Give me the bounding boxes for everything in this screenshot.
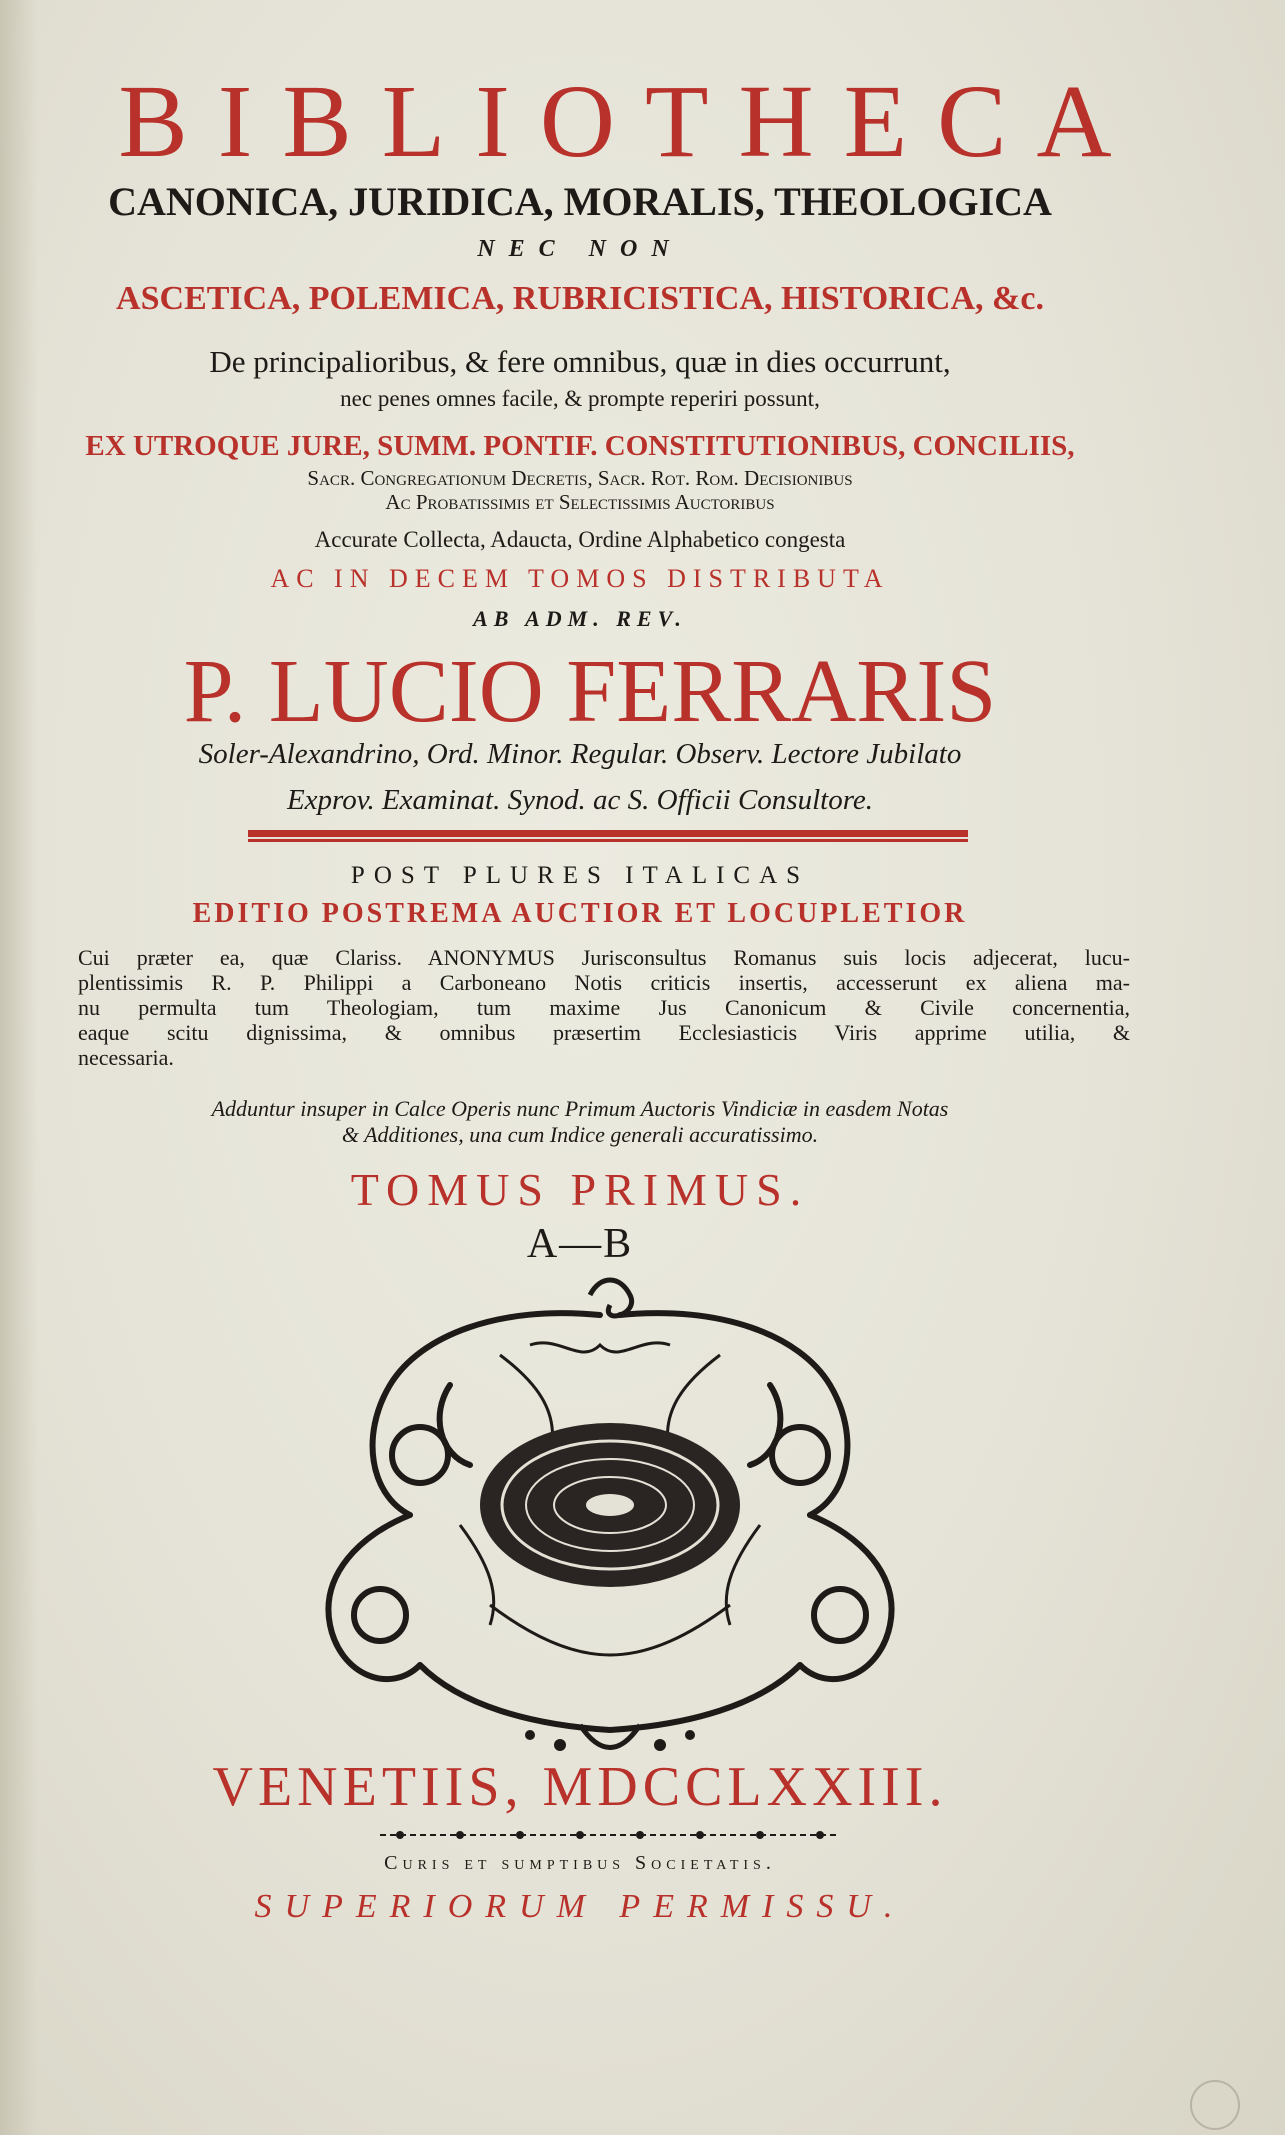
sources-line-3: Ac Probatissimis et Selectissimis Auctoribus — [385, 490, 775, 514]
printer-ornament-cartouche — [300, 1275, 920, 1760]
paragraph-line: plentissimis R. P. Philippi a Carboneano Notis criticis insertis, accesserunt ex aliena ma- — [78, 970, 1130, 995]
adduntur-line-2: & Additiones, una cum Indice generali accuratissimo. — [341, 1122, 819, 1147]
author-name: P. LUCIO FERRARIS — [183, 642, 997, 741]
place-and-date: VENETIIS, MDCCLXXIII. — [212, 1756, 948, 1818]
collected-line: Accurate Collecta, Adaucta, Ordine Alphabetico congesta — [314, 527, 846, 552]
main-title: BIBLIOTHECA — [118, 64, 1142, 179]
editio-line: EDITIO POSTREMA AUCTIOR ET LOCUPLETIOR — [192, 898, 968, 929]
paragraph-line: necessaria. — [78, 1045, 174, 1070]
subtitle-line-1: CANONICA, JURIDICA, MORALIS, THEOLOGICA — [108, 179, 1052, 224]
author-description-1: Soler-Alexandrino, Ord. Minor. Regular. Observ. Lectore Jubilato — [198, 738, 962, 770]
ab-adm-line: AB ADM. REV. — [473, 606, 687, 631]
sources-line-2: Sacr. Congregationum Decretis, Sacr. Rot. Rom. Decisionibus — [307, 466, 853, 490]
fleuron-rule — [380, 1827, 840, 1843]
distributed-line: AC IN DECEM TOMOS DISTRIBUTA — [270, 564, 890, 593]
description-line-1: De principalioribus, & fere omnibus, quæ in dies occurrunt, — [209, 344, 951, 379]
paragraph-line: eaque scitu dignissima, & omnibus præsertim Ecclesiasticis Viris apprime utilia, & — [78, 1020, 1130, 1045]
volume-range: A—B — [526, 1221, 634, 1267]
subtitle-line-2: ASCETICA, POLEMICA, RUBRICISTICA, HISTORICA, &c. — [116, 280, 1044, 317]
nec-non: NEC NON — [477, 236, 683, 262]
author-description-2: Exprov. Examinat. Synod. ac S. Officii Consultore. — [286, 784, 874, 816]
sources-line-1: EX UTROQUE JURE, SUMM. PONTIF. CONSTITUTIONIBUS, CONCILIIS, — [85, 430, 1075, 462]
library-stamp — [1190, 2080, 1240, 2130]
red-rule-divider — [248, 830, 968, 839]
description-line-2: nec penes omnes facile, & prompte reperiri possunt, — [340, 386, 820, 411]
printer-line: Curis et sumptibus Societatis. — [384, 1852, 776, 1874]
description-paragraph — [78, 945, 1130, 1070]
post-plures-line: POST PLURES ITALICAS — [350, 862, 810, 889]
volume-title: TOMUS PRIMUS. — [350, 1164, 810, 1215]
adduntur-line-1: Adduntur insuper in Calce Operis nunc Primum Auctoris Vindiciæ in easdem Notas — [211, 1096, 949, 1121]
permission-line: SUPERIORUM PERMISSU. — [254, 1888, 906, 1925]
paragraph-line: Cui præter ea, quæ Clariss. ANONYMUS Jurisconsultus Romanus suis locis adjecerat, lucu- — [78, 945, 1130, 970]
paragraph-line: nu permulta tum Theologiam, tum maxime Jus Canonicum & Civile concernentia, — [78, 995, 1130, 1020]
